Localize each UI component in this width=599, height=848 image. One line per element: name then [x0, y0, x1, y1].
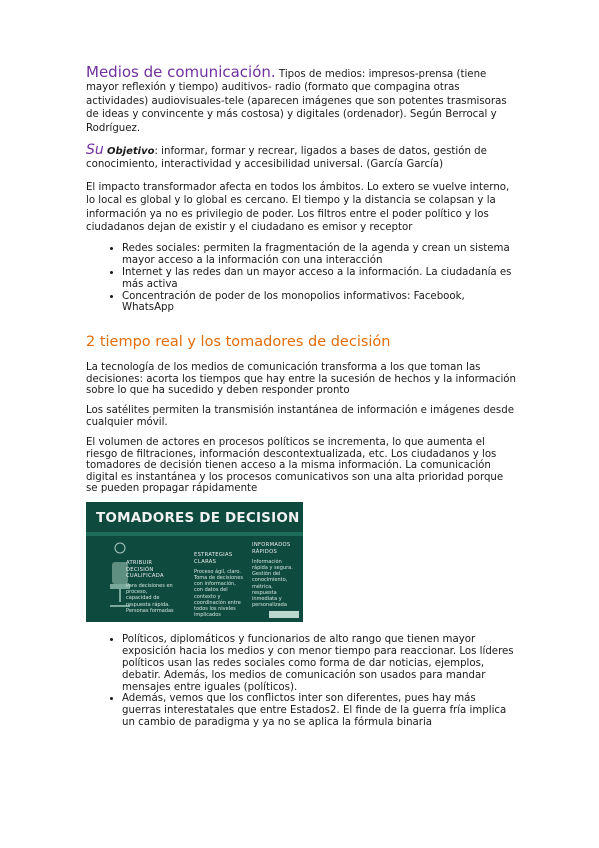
impact-paragraph: El impacto transformador afecta en todos los ámbitos. Lo extero se vuelve interno, lo local es global y lo global es cercano. El tiempo y la distancia se colapsan y la información ya no es privilegio de poder. Los filtros entre el poder político y los ciudadanos dejan de existir y el ciudadano es emisor y receptor	[86, 181, 510, 234]
bullet-list-2	[86, 634, 516, 728]
banner-column-2: ESTRATEGIAS CLARAS Proceso ágil, claro. Toma de decisiones con información, con datos del contexto y coordinación entre todos los niveles implicados	[194, 552, 243, 619]
list-item: • Concentración de poder de los monopolios informativos: Facebook, WhatsApp	[122, 291, 516, 315]
actors-paragraph: El volumen de actores en procesos políticos se incrementa, lo que aumenta el riesgo de filtraciones, información descontextualizada, etc. Los ciudadanos y los tomadores de decisión tienen acceso a la misma información. La comunicación digital es instantánea y los procesos comunicativos son una alta prioridad porque se pueden propagar rápidamente	[86, 437, 504, 494]
list-item: • Redes sociales: permiten la fragmentación de la agenda y crean un sistema mayor acceso a la información con una interacción	[122, 243, 516, 267]
section-heading-medios: Medios de comunicación.	[86, 63, 276, 81]
list-item: • Además, vemos que los conflictos inter son diferentes, pues hay más guerras interestatales que entre Estados2. El finde de la guerra fría implica un cambio de paradigma y ya no se aplica la fórmula binaria	[122, 693, 516, 728]
objetivo-text: : informar, formar y recrear, ligados a bases de datos, gestión de conocimiento, interactividad y accesibilidad universal. (García García)	[86, 146, 487, 171]
document-page	[86, 63, 516, 729]
list-item: • Políticos, diplomáticos y funcionarios de alto rango que tienen mayor exposición hacia los medios y con menor tiempo para reaccionar. Los líderes políticos usan las redes sociales como forma de dar noticias, ejemplos, debatir. Además, los medios de comunicación son usados para mandar mensajes entre iguales (políticos).	[122, 634, 516, 693]
intro-paragraph	[86, 63, 516, 135]
banner-divider	[86, 532, 303, 536]
banner-title: TOMADORES DE DECISION	[96, 510, 300, 527]
banner-column-1: ATRIBUIR DECISIÓN CUALIFICADA Para decisiones en proceso, capacidad de respuesta rápida. Personas formadas	[126, 560, 174, 614]
tech-paragraph: La tecnología de los medios de comunicación transforma a los que toman las decisiones: acorta los tiempos que hay entre la sucesión de hechos y la información sobre lo que ha sucedido y deben responder pronto	[86, 362, 516, 397]
list-item: • Internet y las redes dan un mayor acceso a la información. La ciudadanía es más activa	[122, 267, 516, 291]
banner-column-3: INFORMADOS RÁPIDOS Información rápida y segura. Gestión del conocimiento, métrica, respuesta inmediata y personalizada	[252, 542, 293, 609]
intro-text: Tipos de medios: impresos-prensa (tiene mayor reflexión y tiempo) auditivos- radio (formato que compagina otras actividades) audiovisuales-tele (aparecen imágenes que son potentes trasmisoras de ideas y convincente y más costosa) y digitales (ordenador). Según Berrocal y Rodríguez.	[86, 69, 507, 134]
section-heading-tiempo-real: 2 tiempo real y los tomadores de decisión	[86, 334, 391, 351]
decision-makers-image	[86, 502, 303, 622]
bullet-list-1	[86, 243, 516, 314]
objetivo-label: Objetivo	[107, 146, 155, 158]
su-word: Su	[86, 142, 104, 159]
objetivo-paragraph	[86, 144, 516, 172]
satellite-paragraph: Los satélites permiten la transmisión instantánea de información e imágenes desde cualquier móvil.	[86, 405, 514, 428]
banner-badge	[269, 611, 299, 618]
